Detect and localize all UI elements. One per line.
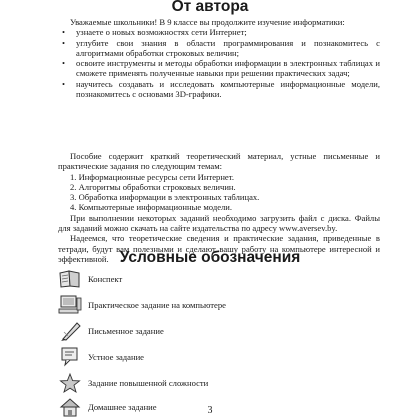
intro-block: [58, 17, 380, 99]
legend-label: Практическое задание на компьютере: [88, 300, 226, 310]
book-icon: [58, 268, 82, 290]
intro-paragraph: Уважаемые школьники! В 9 классе вы продолжите изучение информатики:: [70, 17, 345, 27]
closing-paragraph: Надеемся, что теоретические сведения и практические задания, приведенные в тетради, будут вам полезными и сделают вашу работу на компьютере интересной и эффективной.: [58, 233, 380, 264]
list-item: • узнаете о новых возможностях сети Интернет;: [58, 27, 380, 37]
legend-label: Конспект: [88, 274, 123, 284]
list-item: • научитесь создавать и исследовать компьютерные информационные модели, познакомитесь с основами 3D-графики.: [58, 79, 380, 100]
list-item: • освоите инструменты и методы обработки информации в электронных таблицах и сможете применять полученные навыки при решении практических задач;: [58, 58, 380, 79]
list-item: • углубите свои знания в области программирования и познакомитесь с алгоритмами обработки строковых величин;: [58, 38, 380, 59]
contents-block: [58, 151, 380, 264]
download-paragraph: При выполнении некоторых заданий необходимо загрузить файл с диска. Файлы для заданий можно скачать на сайте издательства по адресу www.aversev.by.: [58, 212, 380, 234]
legend-label: Устное задание: [88, 352, 144, 362]
legend-item: [58, 372, 380, 394]
computer-icon: [58, 294, 82, 316]
topics-list: [58, 172, 380, 213]
list-item: 3. Обработка информации в электронных таблицах.: [70, 192, 260, 203]
star-icon: [58, 372, 82, 394]
legend-title: Условные обозначения: [119, 249, 301, 266]
legend-item: [58, 294, 380, 316]
legend-label: Задание повышенной сложности: [88, 378, 209, 388]
legend-item: [58, 346, 380, 368]
legend-label: Письменное задание: [88, 326, 164, 336]
speech-bubble-icon: [58, 346, 82, 368]
manual-paragraph: Пособие содержит краткий теоретический материал, устные письменные и практические задания по следующим темам:: [58, 151, 380, 172]
legend-label: Домашнее задание: [88, 402, 157, 412]
pen-icon: [58, 320, 82, 342]
page-title: От автора: [171, 0, 249, 15]
skills-list: [58, 27, 380, 99]
list-item: 4. Компьютерные информационные модели.: [70, 202, 233, 213]
legend-item: [58, 320, 380, 342]
list-item: 2. Алгоритмы обработки строковых величин.: [70, 181, 236, 192]
legend-item: [58, 268, 380, 290]
page-number: 3: [207, 405, 213, 416]
list-item: 1. Информационные ресурсы сети Интернет.: [70, 171, 234, 182]
